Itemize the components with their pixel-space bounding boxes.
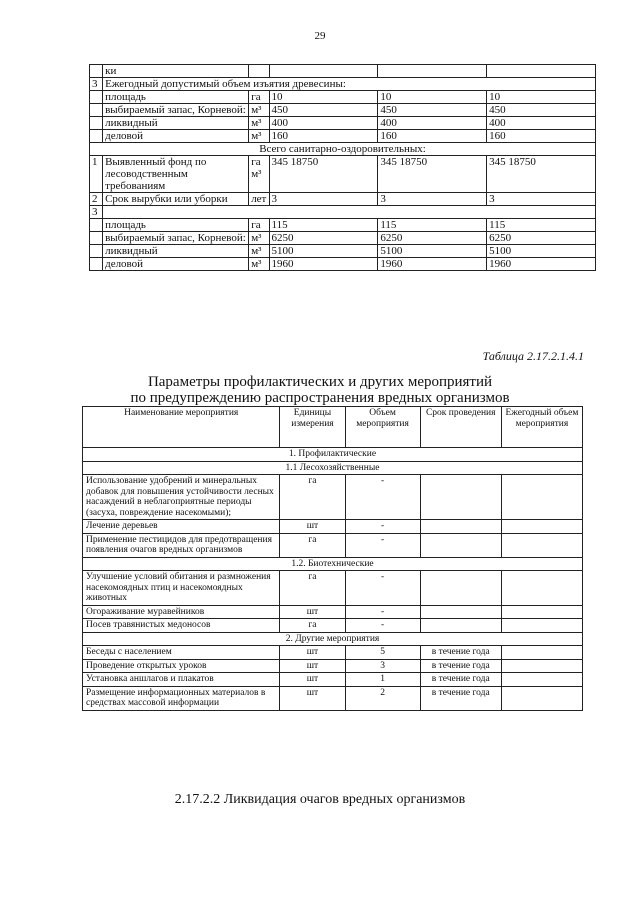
table-cell: 160 bbox=[487, 130, 596, 143]
table-cell: Использование удобрений и минеральных добавок для повышения устойчивости лесных насаждений в неблагоприятные периоды (засуха, повреждение насекомыми); bbox=[83, 475, 280, 520]
table-cell: Проведение открытых уроков bbox=[83, 659, 280, 673]
table-cell: лет bbox=[249, 193, 269, 206]
table-cell: м³ bbox=[249, 117, 269, 130]
table-cell: шт bbox=[280, 673, 345, 687]
table-cell: деловой bbox=[103, 258, 249, 271]
section-header: Всего санитарно-оздоровительных: bbox=[90, 143, 596, 156]
table-cell: выбираемый запас, Корневой: bbox=[103, 104, 249, 117]
table-cell: 345 18750 bbox=[378, 156, 487, 193]
table-cell: 115 bbox=[487, 219, 596, 232]
table-cell: 400 bbox=[487, 117, 596, 130]
forest-volume-table bbox=[89, 64, 596, 271]
table-cell: Применение пестицидов для предотвращения появления очагов вредных организмов bbox=[83, 533, 280, 557]
table-cell: деловой bbox=[103, 130, 249, 143]
table-row bbox=[90, 91, 596, 104]
table-row bbox=[83, 659, 583, 673]
table-cell: шт bbox=[280, 605, 345, 619]
table-cell: - bbox=[345, 520, 420, 534]
table-cell bbox=[420, 605, 501, 619]
table-row bbox=[90, 232, 596, 245]
table-cell: Посев травянистых медоносов bbox=[83, 619, 280, 633]
table-row bbox=[83, 686, 583, 710]
table-cell: - bbox=[345, 619, 420, 633]
table-row bbox=[83, 475, 583, 520]
table-heading bbox=[0, 374, 640, 406]
table-cell: 1 bbox=[345, 673, 420, 687]
table-cell: шт bbox=[280, 520, 345, 534]
table-cell: шт bbox=[280, 659, 345, 673]
table-cell: 5100 bbox=[378, 245, 487, 258]
table-row bbox=[90, 258, 596, 271]
table-cell: 10 bbox=[487, 91, 596, 104]
table-cell: 5 bbox=[345, 646, 420, 660]
table-cell: 10 bbox=[378, 91, 487, 104]
col-header: Ежегодный объем мероприятия bbox=[501, 407, 582, 448]
table-cell: м³ bbox=[249, 232, 269, 245]
table-cell: 6250 bbox=[487, 232, 596, 245]
table-cell: 3 bbox=[378, 193, 487, 206]
table-cell: шт bbox=[280, 686, 345, 710]
table-cell: 5100 bbox=[269, 245, 378, 258]
table-cell: 115 bbox=[269, 219, 378, 232]
section-title: 2.17.2.2 Ликвидация очагов вредных организмов bbox=[174, 792, 466, 807]
table-row bbox=[83, 571, 583, 606]
table-cell: 6250 bbox=[378, 232, 487, 245]
table-cell: Выявленный фонд по лесоводственным требованиям bbox=[103, 156, 249, 193]
table-row bbox=[90, 193, 596, 206]
table-row bbox=[83, 673, 583, 687]
table-cell: га bbox=[280, 475, 345, 520]
table-cell: 10 bbox=[269, 91, 378, 104]
table-cell bbox=[420, 619, 501, 633]
table-cell: 3 bbox=[269, 193, 378, 206]
table-cell: шт bbox=[280, 646, 345, 660]
table-cell: 1 bbox=[90, 156, 103, 193]
table-cell: 1960 bbox=[269, 258, 378, 271]
table-cell bbox=[420, 533, 501, 557]
table-cell: 160 bbox=[378, 130, 487, 143]
table-cell: га bbox=[249, 91, 269, 104]
table-cell: м³ bbox=[249, 130, 269, 143]
table-cell: - bbox=[345, 605, 420, 619]
table-cell: - bbox=[345, 475, 420, 520]
table-row bbox=[83, 520, 583, 534]
subsection-header: 1.1 Лесохозяйственные bbox=[83, 461, 583, 475]
table-row bbox=[90, 117, 596, 130]
col-header: Срок проведения bbox=[420, 407, 501, 448]
cell-name: ки bbox=[103, 65, 249, 78]
table-cell: ликвидный bbox=[103, 245, 249, 258]
table-cell: 2 bbox=[345, 686, 420, 710]
table-row bbox=[90, 156, 596, 193]
cell-num: 3 bbox=[90, 78, 103, 91]
table-cell: - bbox=[345, 571, 420, 606]
table-cell: 1960 bbox=[487, 258, 596, 271]
table-cell: Беседы с населением bbox=[83, 646, 280, 660]
table-cell: 160 bbox=[269, 130, 378, 143]
table-cell: 450 bbox=[378, 104, 487, 117]
table-cell bbox=[420, 571, 501, 606]
table-row bbox=[83, 533, 583, 557]
table-cell: га bbox=[280, 619, 345, 633]
table-cell: Лечение деревьев bbox=[83, 520, 280, 534]
table-cell: Размещение информационных материалов в средствах массовой информации bbox=[83, 686, 280, 710]
table-caption: Таблица 2.17.2.1.4.1 bbox=[482, 349, 584, 363]
table-cell: - bbox=[345, 533, 420, 557]
table-cell: 3 bbox=[487, 193, 596, 206]
table-cell: 6250 bbox=[269, 232, 378, 245]
col-header: Наименование мероприятия bbox=[83, 407, 280, 448]
table-cell: Огораживание муравейников bbox=[83, 605, 280, 619]
table-cell: 115 bbox=[378, 219, 487, 232]
table-cell: ликвидный bbox=[103, 117, 249, 130]
table-cell: м³ bbox=[249, 104, 269, 117]
table-row bbox=[90, 219, 596, 232]
table-row bbox=[90, 245, 596, 258]
table-cell: 1960 bbox=[378, 258, 487, 271]
table-cell: 345 18750 bbox=[487, 156, 596, 193]
table-cell: Срок вырубки или уборки bbox=[103, 193, 249, 206]
heading-line-1: Параметры профилактических и других мероприятий bbox=[147, 374, 493, 390]
table-cell: 400 bbox=[269, 117, 378, 130]
table-cell bbox=[420, 520, 501, 534]
table-cell: 3 bbox=[90, 206, 103, 219]
table-cell: 450 bbox=[487, 104, 596, 117]
table-row bbox=[83, 646, 583, 660]
table-cell bbox=[420, 475, 501, 520]
table-cell: 5100 bbox=[487, 245, 596, 258]
table-cell: га м³ bbox=[249, 156, 269, 193]
table-cell: Установка аншлагов и плакатов bbox=[83, 673, 280, 687]
col-header: Объем мероприятия bbox=[345, 407, 420, 448]
table-cell: в течение года bbox=[420, 686, 501, 710]
table-row bbox=[83, 605, 583, 619]
table-cell: 400 bbox=[378, 117, 487, 130]
table-cell: площадь bbox=[103, 91, 249, 104]
table-cell: м³ bbox=[249, 258, 269, 271]
table-cell: га bbox=[249, 219, 269, 232]
table-cell: в течение года bbox=[420, 673, 501, 687]
table-cell: 345 18750 bbox=[269, 156, 378, 193]
table-cell: 2 bbox=[90, 193, 103, 206]
table-cell: га bbox=[280, 533, 345, 557]
col-header: Единицы измерения bbox=[280, 407, 345, 448]
table-cell: м³ bbox=[249, 245, 269, 258]
heading-line-2: по предупреждению распространения вредных организмов bbox=[130, 390, 510, 406]
table-cell: 3 bbox=[345, 659, 420, 673]
row-title: Ежегодный допустимый объем изъятия древесины: bbox=[103, 78, 596, 91]
table-cell: га bbox=[280, 571, 345, 606]
table-cell: в течение года bbox=[420, 646, 501, 660]
table-cell: площадь bbox=[103, 219, 249, 232]
subsection-header: 1.2. Биотехнические bbox=[83, 557, 583, 571]
section-header: 1. Профилактические bbox=[83, 448, 583, 462]
table-row bbox=[90, 104, 596, 117]
page-number: 29 bbox=[314, 30, 326, 42]
table-cell: 450 bbox=[269, 104, 378, 117]
section-header: 2. Другие мероприятия bbox=[83, 632, 583, 646]
table-row bbox=[83, 619, 583, 633]
measures-table bbox=[82, 406, 583, 711]
table-cell: выбираемый запас, Корневой: bbox=[103, 232, 249, 245]
table-row bbox=[90, 130, 596, 143]
table-cell: в течение года bbox=[420, 659, 501, 673]
table-cell: Улучшение условий обитания и размножения насекомоядных птиц и насекомоядных животных bbox=[83, 571, 280, 606]
